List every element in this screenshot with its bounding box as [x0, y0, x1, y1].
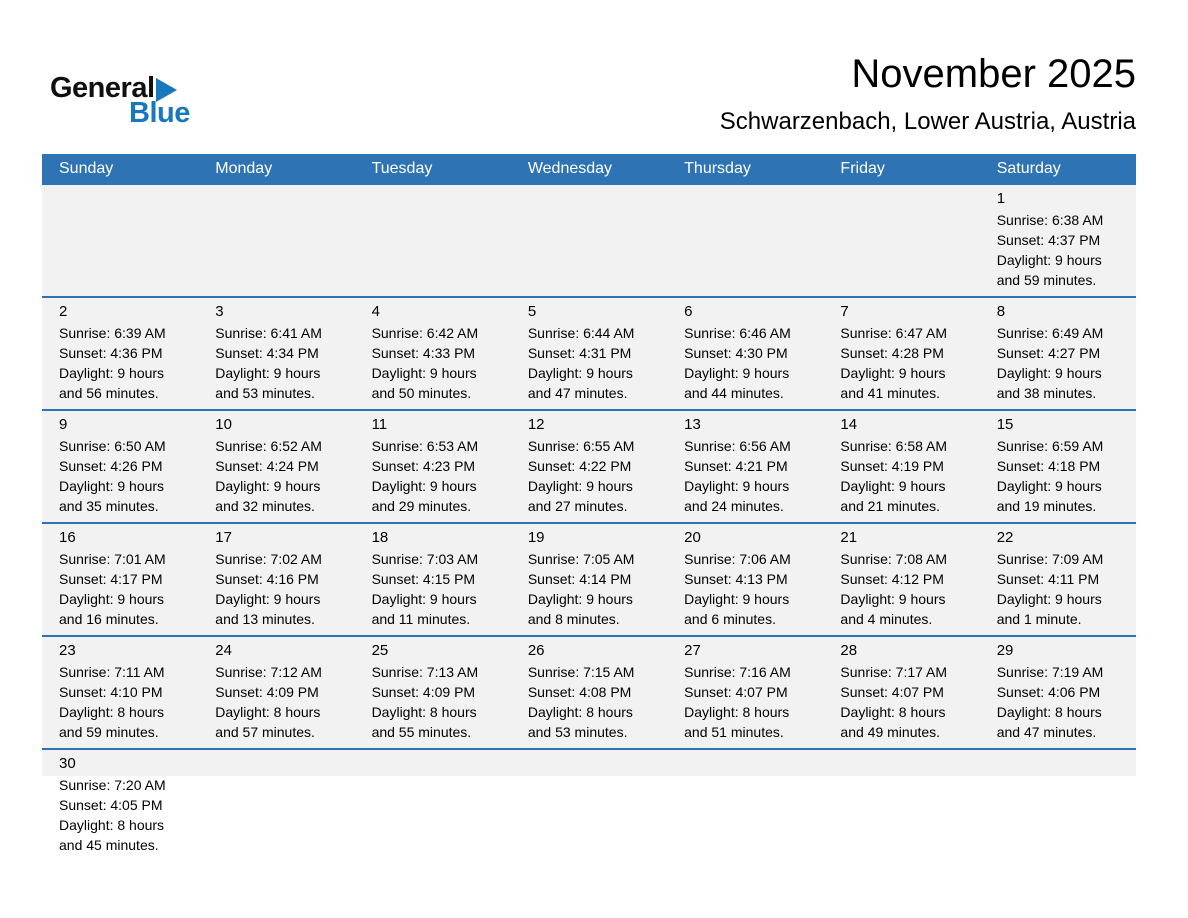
week-row-2: [42, 296, 1136, 409]
date-number: 23: [59, 642, 76, 659]
daylight-text-line2: and 41 minutes.: [840, 385, 941, 401]
daylight-text-line1: Daylight: 9 hours: [684, 478, 790, 494]
calendar-cell-nov-6: [667, 298, 823, 409]
daylight-text-line2: and 29 minutes.: [371, 498, 472, 514]
date-number: 12: [527, 416, 545, 433]
daylight-text-line2: and 13 minutes.: [215, 611, 315, 627]
sunset-text: Sunset: 4:21 PM: [684, 458, 788, 474]
weekday-header-wednesday: Wednesday: [527, 160, 613, 177]
calendar-cell-empty: [511, 750, 667, 861]
sunrise-text: Sunrise: 6:52 AM: [215, 438, 322, 454]
daylight-text-line1: Daylight: 9 hours: [527, 478, 633, 494]
page-title: November 2025: [851, 52, 1136, 96]
daylight-text-line1: Daylight: 9 hours: [996, 478, 1102, 494]
sunrise-text: Sunrise: 7:11 AM: [59, 664, 165, 680]
sunset-text: Sunset: 4:26 PM: [59, 458, 163, 474]
sunset-text: Sunset: 4:34 PM: [215, 345, 319, 361]
calendar-cell-nov-17: [198, 524, 354, 635]
sunset-text: Sunset: 4:27 PM: [996, 345, 1101, 361]
calendar-cell-empty: [667, 750, 823, 861]
sunrise-text: Sunrise: 7:06 AM: [684, 551, 791, 567]
daylight-text-line2: and 11 minutes.: [371, 611, 471, 627]
calendar-cell-empty: [198, 185, 354, 296]
calendar-cell-nov-20: [667, 524, 823, 635]
daylight-text-line2: and 47 minutes.: [996, 724, 1097, 740]
daylight-text-line1: Daylight: 9 hours: [371, 478, 477, 494]
general-blue-logo: [50, 50, 190, 128]
daylight-text-line2: and 19 minutes.: [996, 498, 1097, 514]
daylight-text-line2: and 16 minutes.: [59, 611, 159, 627]
daylight-text-line1: Daylight: 8 hours: [840, 704, 946, 720]
weekday-header-tuesday: Tuesday: [371, 160, 433, 177]
daylight-text-line1: Daylight: 9 hours: [684, 591, 790, 607]
calendar-cell-empty: [980, 750, 1136, 861]
daylight-text-line2: and 49 minutes.: [840, 724, 941, 740]
sunrise-text: Sunrise: 7:19 AM: [996, 664, 1104, 680]
date-number: 30: [59, 755, 76, 772]
sunrise-text: Sunrise: 7:02 AM: [215, 551, 322, 567]
date-number: 22: [996, 529, 1014, 546]
calendar-cell-nov-7: [823, 298, 979, 409]
weekday-header-row: [42, 154, 1136, 185]
daylight-text-line1: Daylight: 9 hours: [527, 365, 633, 381]
calendar-cell-nov-3: [198, 298, 354, 409]
daylight-text-line2: and 47 minutes.: [527, 385, 628, 401]
daylight-text-line1: Daylight: 9 hours: [215, 365, 321, 381]
calendar-cell-nov-8: [980, 298, 1136, 409]
sunrise-text: Sunrise: 6:39 AM: [59, 325, 166, 341]
sunrise-text: Sunrise: 6:44 AM: [527, 325, 635, 341]
daylight-text-line1: Daylight: 8 hours: [59, 817, 165, 833]
sunrise-text: Sunrise: 7:13 AM: [371, 664, 479, 680]
date-number: 21: [840, 529, 858, 546]
calendar-cell-empty: [42, 185, 198, 296]
sunrise-text: Sunrise: 6:59 AM: [996, 438, 1104, 454]
date-number: 16: [59, 529, 76, 546]
sunset-text: Sunset: 4:11 PM: [996, 571, 1100, 587]
calendar-cell-nov-22: [980, 524, 1136, 635]
sunrise-text: Sunrise: 6:47 AM: [840, 325, 948, 341]
calendar-cell-nov-11: [355, 411, 511, 522]
calendar-cell-empty: [355, 750, 511, 861]
sunset-text: Sunset: 4:23 PM: [371, 458, 476, 474]
date-number: 26: [527, 642, 545, 659]
date-number: 5: [527, 303, 537, 320]
sunrise-text: Sunrise: 6:58 AM: [840, 438, 948, 454]
date-number: 20: [684, 529, 701, 546]
calendar-cell-nov-5: [511, 298, 667, 409]
daylight-text-line1: Daylight: 9 hours: [215, 478, 321, 494]
daylight-text-line2: and 38 minutes.: [996, 385, 1097, 401]
daylight-text-line2: and 24 minutes.: [684, 498, 784, 514]
date-number: 29: [996, 642, 1014, 659]
daylight-text-line1: Daylight: 9 hours: [996, 365, 1102, 381]
sunrise-text: Sunrise: 6:53 AM: [371, 438, 479, 454]
daylight-text-line2: and 35 minutes.: [59, 498, 159, 514]
calendar-cell-nov-15: [980, 411, 1136, 522]
sunset-text: Sunset: 4:18 PM: [996, 458, 1101, 474]
daylight-text-line1: Daylight: 9 hours: [59, 591, 165, 607]
calendar-cell-nov-9: [42, 411, 198, 522]
date-number: 18: [371, 529, 389, 546]
sunset-text: Sunset: 4:10 PM: [59, 684, 163, 700]
date-number: 24: [215, 642, 232, 659]
daylight-text-line2: and 53 minutes.: [527, 724, 628, 740]
calendar-cell-empty: [511, 185, 667, 296]
sunset-text: Sunset: 4:36 PM: [59, 345, 163, 361]
sunset-text: Sunset: 4:37 PM: [996, 232, 1101, 248]
weekday-header-friday: Friday: [840, 160, 885, 177]
sunset-text: Sunset: 4:16 PM: [215, 571, 319, 587]
calendar: [42, 154, 1136, 861]
calendar-cell-nov-16: [42, 524, 198, 635]
daylight-text-line1: Daylight: 8 hours: [215, 704, 321, 720]
daylight-text-line2: and 4 minutes.: [840, 611, 933, 627]
calendar-cell-nov-14: [823, 411, 979, 522]
date-number: 7: [840, 303, 849, 320]
daylight-text-line1: Daylight: 9 hours: [371, 591, 477, 607]
daylight-text-line2: and 32 minutes.: [215, 498, 315, 514]
sunset-text: Sunset: 4:24 PM: [215, 458, 319, 474]
weekday-header-monday: Monday: [215, 160, 273, 177]
sunrise-text: Sunrise: 6:46 AM: [684, 325, 791, 341]
daylight-text-line2: and 51 minutes.: [684, 724, 784, 740]
date-number: 28: [840, 642, 858, 659]
sunrise-text: Sunrise: 7:16 AM: [684, 664, 791, 680]
sunrise-text: Sunrise: 7:01 AM: [59, 551, 166, 567]
sunset-text: Sunset: 4:09 PM: [215, 684, 319, 700]
week-row-4: [42, 522, 1136, 635]
daylight-text-line2: and 27 minutes.: [527, 498, 628, 514]
sunset-text: Sunset: 4:07 PM: [840, 684, 944, 700]
sunset-text: Sunset: 4:13 PM: [684, 571, 788, 587]
date-number: 3: [215, 303, 224, 320]
date-number: 1: [996, 190, 1006, 207]
weekday-header-sunday: Sunday: [59, 160, 114, 177]
sunset-text: Sunset: 4:09 PM: [371, 684, 476, 700]
sunset-text: Sunset: 4:14 PM: [527, 571, 632, 587]
sunrise-text: Sunrise: 6:55 AM: [527, 438, 635, 454]
daylight-text-line1: Daylight: 9 hours: [840, 365, 946, 381]
calendar-cell-nov-10: [198, 411, 354, 522]
calendar-cell-nov-25: [355, 637, 511, 748]
sunrise-text: Sunrise: 7:05 AM: [527, 551, 635, 567]
calendar-cell-nov-29: [980, 637, 1136, 748]
date-number: 4: [371, 303, 380, 320]
daylight-text-line1: Daylight: 9 hours: [59, 478, 165, 494]
date-number: 19: [527, 529, 545, 546]
calendar-cell-nov-26: [511, 637, 667, 748]
date-number: 25: [371, 642, 389, 659]
daylight-text-line2: and 53 minutes.: [215, 385, 315, 401]
calendar-cell-nov-28: [823, 637, 979, 748]
daylight-text-line2: and 59 minutes.: [59, 724, 159, 740]
calendar-cell-nov-12: [511, 411, 667, 522]
sunset-text: Sunset: 4:15 PM: [371, 571, 476, 587]
daylight-text-line1: Daylight: 9 hours: [371, 365, 477, 381]
sunrise-text: Sunrise: 6:50 AM: [59, 438, 166, 454]
daylight-text-line1: Daylight: 9 hours: [527, 591, 633, 607]
daylight-text-line2: and 59 minutes.: [996, 272, 1097, 288]
page-header: [0, 0, 1188, 138]
date-number: 13: [684, 416, 701, 433]
calendar-cell-nov-27: [667, 637, 823, 748]
sunrise-text: Sunrise: 7:12 AM: [215, 664, 322, 680]
sunset-text: Sunset: 4:31 PM: [527, 345, 632, 361]
calendar-cell-nov-21: [823, 524, 979, 635]
title-block: [720, 50, 1136, 138]
calendar-cell-nov-4: [355, 298, 511, 409]
sunrise-text: Sunrise: 7:20 AM: [59, 777, 166, 793]
daylight-text-line2: and 21 minutes.: [840, 498, 941, 514]
calendar-cell-empty: [823, 750, 979, 861]
sunset-text: Sunset: 4:28 PM: [840, 345, 944, 361]
sunset-text: Sunset: 4:33 PM: [371, 345, 476, 361]
weekday-header-saturday: Saturday: [996, 160, 1061, 177]
calendar-cell-nov-19: [511, 524, 667, 635]
calendar-cell-empty: [823, 185, 979, 296]
daylight-text-line1: Daylight: 9 hours: [59, 365, 165, 381]
calendar-cell-nov-13: [667, 411, 823, 522]
daylight-text-line1: Daylight: 8 hours: [59, 704, 165, 720]
daylight-text-line1: Daylight: 9 hours: [840, 591, 946, 607]
location-subtitle: Schwarzenbach, Lower Austria, Austria: [719, 108, 1136, 135]
sunset-text: Sunset: 4:05 PM: [59, 797, 163, 813]
daylight-text-line2: and 50 minutes.: [371, 385, 472, 401]
date-number: 6: [684, 303, 693, 320]
sunset-text: Sunset: 4:22 PM: [527, 458, 632, 474]
date-number: 15: [996, 416, 1014, 433]
date-number: 27: [684, 642, 701, 659]
date-number: 17: [215, 529, 232, 546]
daylight-text-line1: Daylight: 8 hours: [684, 704, 790, 720]
daylight-text-line2: and 45 minutes.: [59, 837, 159, 853]
date-number: 10: [215, 416, 232, 433]
sunset-text: Sunset: 4:19 PM: [840, 458, 944, 474]
sunrise-text: Sunrise: 6:56 AM: [684, 438, 791, 454]
date-number: 2: [59, 303, 68, 320]
logo-text-blue: Blue: [129, 97, 190, 129]
calendar-cell-nov-2: [42, 298, 198, 409]
date-number: 8: [996, 303, 1006, 320]
daylight-text-line1: Daylight: 9 hours: [840, 478, 946, 494]
sunset-text: Sunset: 4:12 PM: [840, 571, 944, 587]
daylight-text-line2: and 8 minutes.: [527, 611, 620, 627]
sunset-text: Sunset: 4:30 PM: [684, 345, 788, 361]
sunrise-text: Sunrise: 7:08 AM: [840, 551, 948, 567]
daylight-text-line2: and 57 minutes.: [215, 724, 315, 740]
sunrise-text: Sunrise: 7:15 AM: [527, 664, 635, 680]
daylight-text-line2: and 1 minute.: [996, 611, 1082, 627]
calendar-cell-nov-30: [42, 750, 198, 861]
daylight-text-line1: Daylight: 9 hours: [215, 591, 321, 607]
calendar-cell-empty: [667, 185, 823, 296]
daylight-text-line1: Daylight: 8 hours: [371, 704, 477, 720]
week-row-6: [42, 748, 1136, 861]
sunrise-text: Sunrise: 7:09 AM: [996, 551, 1104, 567]
sunrise-text: Sunrise: 7:17 AM: [840, 664, 948, 680]
daylight-text-line2: and 6 minutes.: [684, 611, 776, 627]
sunrise-text: Sunrise: 6:49 AM: [996, 325, 1104, 341]
date-number: 9: [59, 416, 68, 433]
daylight-text-line1: Daylight: 9 hours: [996, 591, 1102, 607]
sunrise-text: Sunrise: 7:03 AM: [371, 551, 479, 567]
date-number: 14: [840, 416, 858, 433]
sunset-text: Sunset: 4:07 PM: [684, 684, 788, 700]
calendar-cell-nov-23: [42, 637, 198, 748]
weekday-header-thursday: Thursday: [684, 160, 751, 177]
sunset-text: Sunset: 4:17 PM: [59, 571, 163, 587]
sunrise-text: Sunrise: 6:42 AM: [371, 325, 479, 341]
sunrise-text: Sunrise: 6:41 AM: [215, 325, 322, 341]
calendar-cell-empty: [355, 185, 511, 296]
calendar-cell-nov-1: [980, 185, 1136, 296]
daylight-text-line1: Daylight: 8 hours: [996, 704, 1102, 720]
date-number: 11: [371, 416, 388, 433]
logo-text-general: General: [50, 72, 155, 104]
calendar-cell-empty: [198, 750, 354, 861]
daylight-text-line2: and 55 minutes.: [371, 724, 472, 740]
daylight-text-line2: and 56 minutes.: [59, 385, 159, 401]
week-row-3: [42, 409, 1136, 522]
sunset-text: Sunset: 4:08 PM: [527, 684, 632, 700]
sunrise-text: Sunrise: 6:38 AM: [996, 212, 1104, 228]
week-row-5: [42, 635, 1136, 748]
daylight-text-line1: Daylight: 9 hours: [684, 365, 790, 381]
sunset-text: Sunset: 4:06 PM: [996, 684, 1101, 700]
daylight-text-line1: Daylight: 9 hours: [996, 252, 1102, 268]
calendar-cell-nov-24: [198, 637, 354, 748]
daylight-text-line2: and 44 minutes.: [684, 385, 784, 401]
calendar-cell-nov-18: [355, 524, 511, 635]
daylight-text-line1: Daylight: 8 hours: [527, 704, 633, 720]
week-row-1: [42, 185, 1136, 296]
